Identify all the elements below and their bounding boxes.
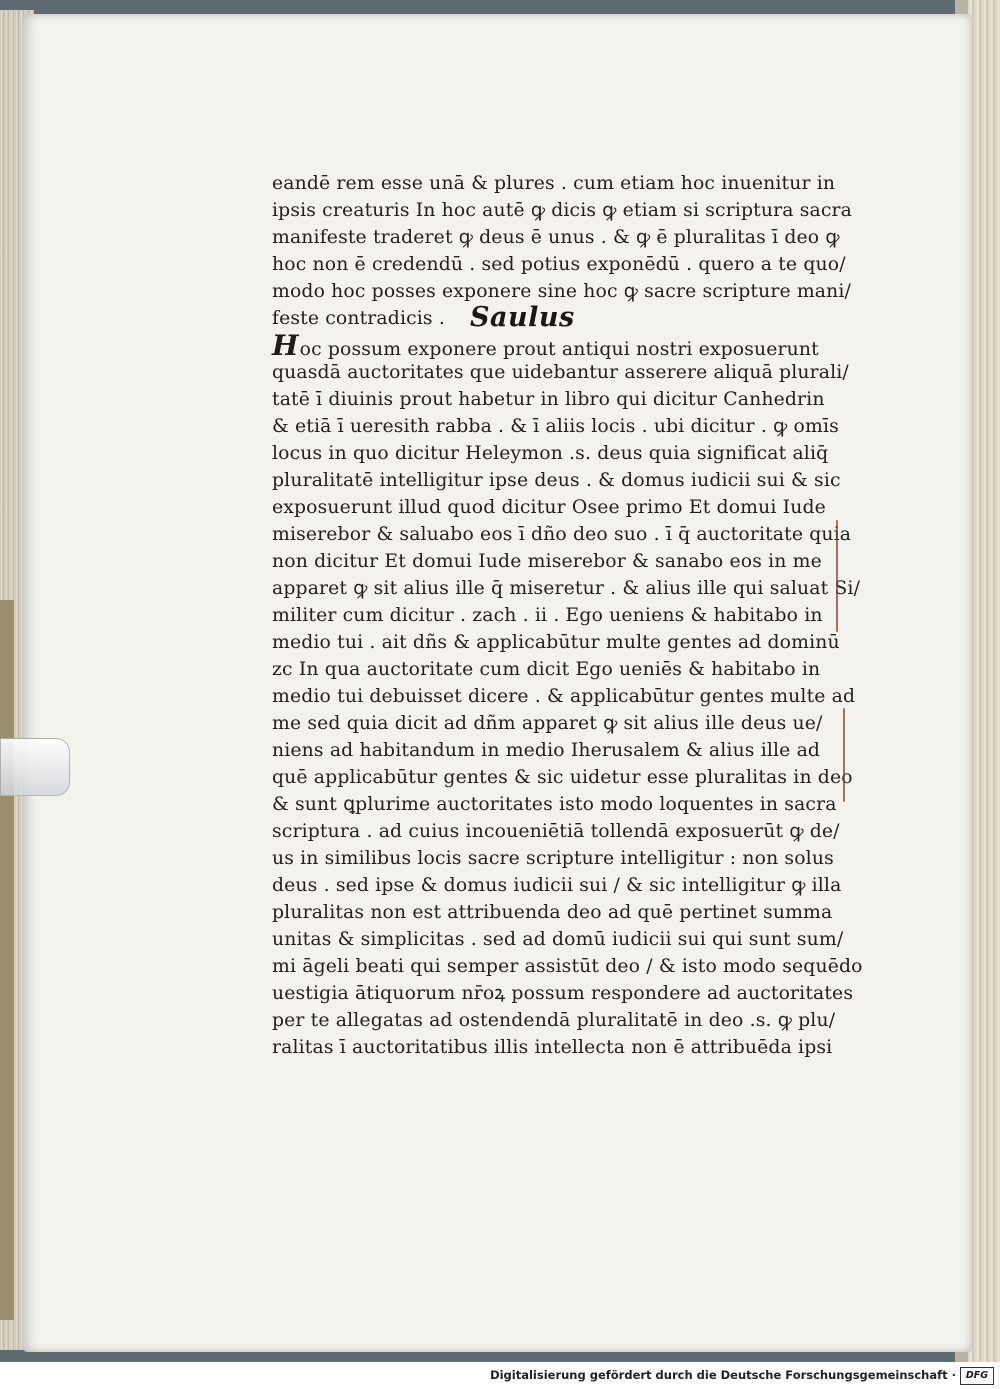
text-line: mi āgeli beati qui semper assistūt deo / & isto modo sequēdo — [272, 956, 863, 977]
text-line: uestigia ātiquorum nr̄oꝝ possum respondere ad auctoritates — [272, 983, 854, 1004]
text-line: pluralitatē intelligitur ipse deus . & domus iudicii sui & sic — [272, 470, 841, 491]
paragraph-first-line — [272, 329, 852, 362]
text-line: per te allegatas ad ostendendā pluralitatē in deo .s. ꝙ plu/ — [272, 1010, 836, 1031]
text-line: apparet ꝙ sit alius ille q̄ miseretur . & alius ille qui saluat Si/ — [272, 578, 861, 599]
speaker-rubric: Saulus — [470, 302, 575, 333]
footer-bar — [0, 1362, 1000, 1389]
text-line: niens ad habitandum in medio Iherusalem & alius ille ad — [272, 740, 821, 761]
text-line: exposuerunt illud quod dicitur Osee primo Et domui Iude — [272, 497, 826, 518]
text-line: & sunt ꝗplurime auctoritates isto modo loquentes in sacra — [272, 794, 837, 815]
text-line: miserebor & saluabo eos ī dño deo suo . ī q̄ auctoritate quia — [272, 524, 852, 545]
text-line: non dicitur Et domui Iude miserebor & sanabo eos in me — [272, 551, 822, 572]
decorated-initial: H — [272, 329, 299, 362]
text-line: ralitas ī auctoritatibus illis intellecta non ē attribuēda ipsi — [272, 1037, 833, 1058]
text-line: quē applicabūtur gentes & sic uidetur esse pluralitas in deo — [272, 767, 853, 788]
text-line: ipsis creaturis In hoc autē ꝙ dicis ꝙ etiam si scriptura sacra — [272, 200, 852, 221]
left-background — [0, 600, 14, 1320]
text-line: militer cum dicitur . zach . ii . Ego ueniens & habitabo in — [272, 605, 823, 626]
dfg-logo: DFG — [960, 1367, 994, 1385]
text-line: manifeste traderet ꝙ deus ē unus . & ꝙ ē pluralitas ī deo ꝙ — [272, 227, 840, 248]
text-line: me sed quia dicit ad dñm apparet ꝙ sit alius ille deus ue/ — [272, 713, 823, 734]
margin-bracket-lower — [843, 708, 845, 802]
book-right-edge — [968, 0, 1000, 1362]
text-line: zc In qua auctoritate cum dicit Ego ueniēs & habitabo in — [272, 659, 821, 680]
text-line: tatē ī diuinis prout habetur in libro qui dicitur Canhedrin — [272, 389, 825, 410]
text-line: feste contradicis . — [272, 308, 445, 329]
text-line: hoc non ē credendū . sed potius exponēdū . quero a te quo/ — [272, 254, 846, 275]
text-line: modo hoc posses exponere sine hoc ꝙ sacre scripture mani/ — [272, 281, 852, 302]
text-line: us in similibus locis sacre scripture intelligitur : non solus — [272, 848, 834, 869]
text-line: unitas & simplicitas . sed ad domū iudicii sui qui sunt sum/ — [272, 929, 844, 950]
text-line: quasdā auctoritates que uidebantur asserere aliquā plurali/ — [272, 362, 849, 383]
paragraph-first-line-text: oc possum exponere prout antiqui nostri exposuerunt — [299, 339, 819, 360]
text-line: scriptura . ad cuius incoueniētiā tollendā exposuerūt ꝙ de/ — [272, 821, 840, 842]
text-line: eandē rem esse unā & plures . cum etiam hoc inuenitur in — [272, 173, 836, 194]
text-line: deus . sed ipse & domus iudicii sui / & sic intelligitur ꝙ illa — [272, 875, 842, 896]
page-clip — [0, 738, 70, 796]
text-line: & etiā ī ueresith rabba . & ī aliis locis . ubi dicitur . ꝙ omīs — [272, 416, 839, 437]
funding-credit: Digitalisierung gefördert durch die Deutsche Forschungsgemeinschaft · — [490, 1368, 956, 1382]
text-line: pluralitas non est attribuenda deo ad quē pertinet summa — [272, 902, 833, 923]
text-line: medio tui debuisset dicere . & applicabūtur gentes multe ad — [272, 686, 856, 707]
margin-bracket-upper — [836, 520, 838, 632]
text-line: locus in quo dicitur Heleymon .s. deus quia significat aliq̄ — [272, 443, 829, 464]
text-line: medio tui . ait dñs & applicabūtur multe gentes ad dominū — [272, 632, 840, 653]
